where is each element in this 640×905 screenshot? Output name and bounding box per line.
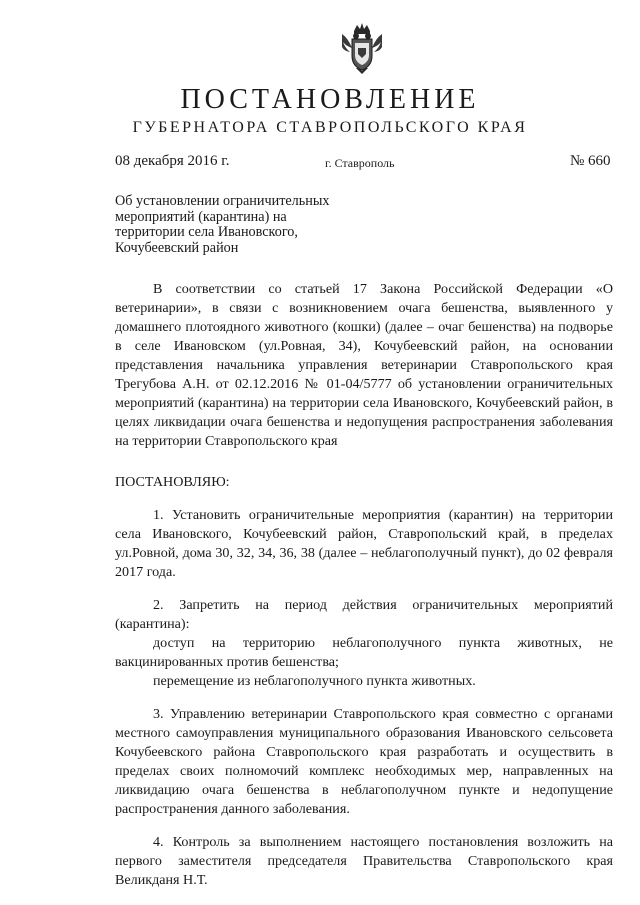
item-1-paragraph: 1. Установить ограничительные мероприятия (карантин) на территории села Ивановского, Кочубеевский район, Ставропольский край, в пределах ул.Ровной, дома 30, 32, 34, 36, 38 (далее – неблагополучный пункт), до 02 февраля 2017 года. bbox=[115, 507, 613, 580]
item-3-paragraph: 3. Управлению ветеринарии Ставропольского края совместно с органами местного самоуправления муниципального образования Ивановского сельсовета Кочубеевского района Ставропольского края разработать и осуществить в пределах своих полномочий комплекс необходимых мер, направленных на ликвидацию очага бешенства в неблагополучном пункте и недопущение распространения данного заболевания. bbox=[115, 706, 613, 817]
document-body bbox=[115, 280, 613, 890]
document-date: 08 декабря 2016 г. bbox=[115, 153, 230, 169]
decree-word: ПОСТАНОВЛЯЮ: bbox=[115, 474, 230, 490]
preamble-paragraph: В соответствии со статьей 17 Закона Российской Федерации «О ветеринарии», в связи с возникновением очага бешенства, выявленного у домашнего плотоядного животного (кошки) (далее – очаг бешенства) на подворье в селе Ивановском (ул.Ровная, 34), Кочубеевский район, на основании представления начальника управления ветеринарии Ставропольского края Трегубова А.Н. от 02.12.2016 № 01-04/5777 об установлении ограничительных мероприятий (карантина) на территории села Ивановского, Кочубеевский район, в целях ликвидации очага бешенства и недопущения распространения заболевания на территории Ставропольского края bbox=[115, 281, 613, 449]
document-number: № 660 bbox=[570, 153, 611, 169]
item-2-paragraph: 2. Запретить на период действия ограничительных мероприятий (карантина): bbox=[115, 597, 613, 632]
document-title: ПОСТАНОВЛЕНИЕ bbox=[180, 84, 480, 115]
item-4-paragraph: 4. Контроль за выполнением настоящего постановления возложить на первого заместителя председателя Правительства Ставропольского края Великданя Н.Т. bbox=[115, 834, 613, 888]
document-city: г. Ставрополь bbox=[325, 156, 395, 170]
coat-of-arms-icon bbox=[340, 22, 384, 76]
item-2-subitem: доступ на территорию неблагополучного пункта животных, не вакцинированных против бешенства; bbox=[115, 635, 613, 670]
item-2-subitem: перемещение из неблагополучного пункта животных. bbox=[153, 673, 476, 689]
issuer-title: ГУБЕРНАТОРА СТАВРОПОЛЬСКОГО КРАЯ bbox=[132, 119, 528, 136]
document-subject: Об установлении ограничительных мероприятий (карантина) на территории села Ивановского, Кочубеевский район bbox=[115, 193, 330, 256]
